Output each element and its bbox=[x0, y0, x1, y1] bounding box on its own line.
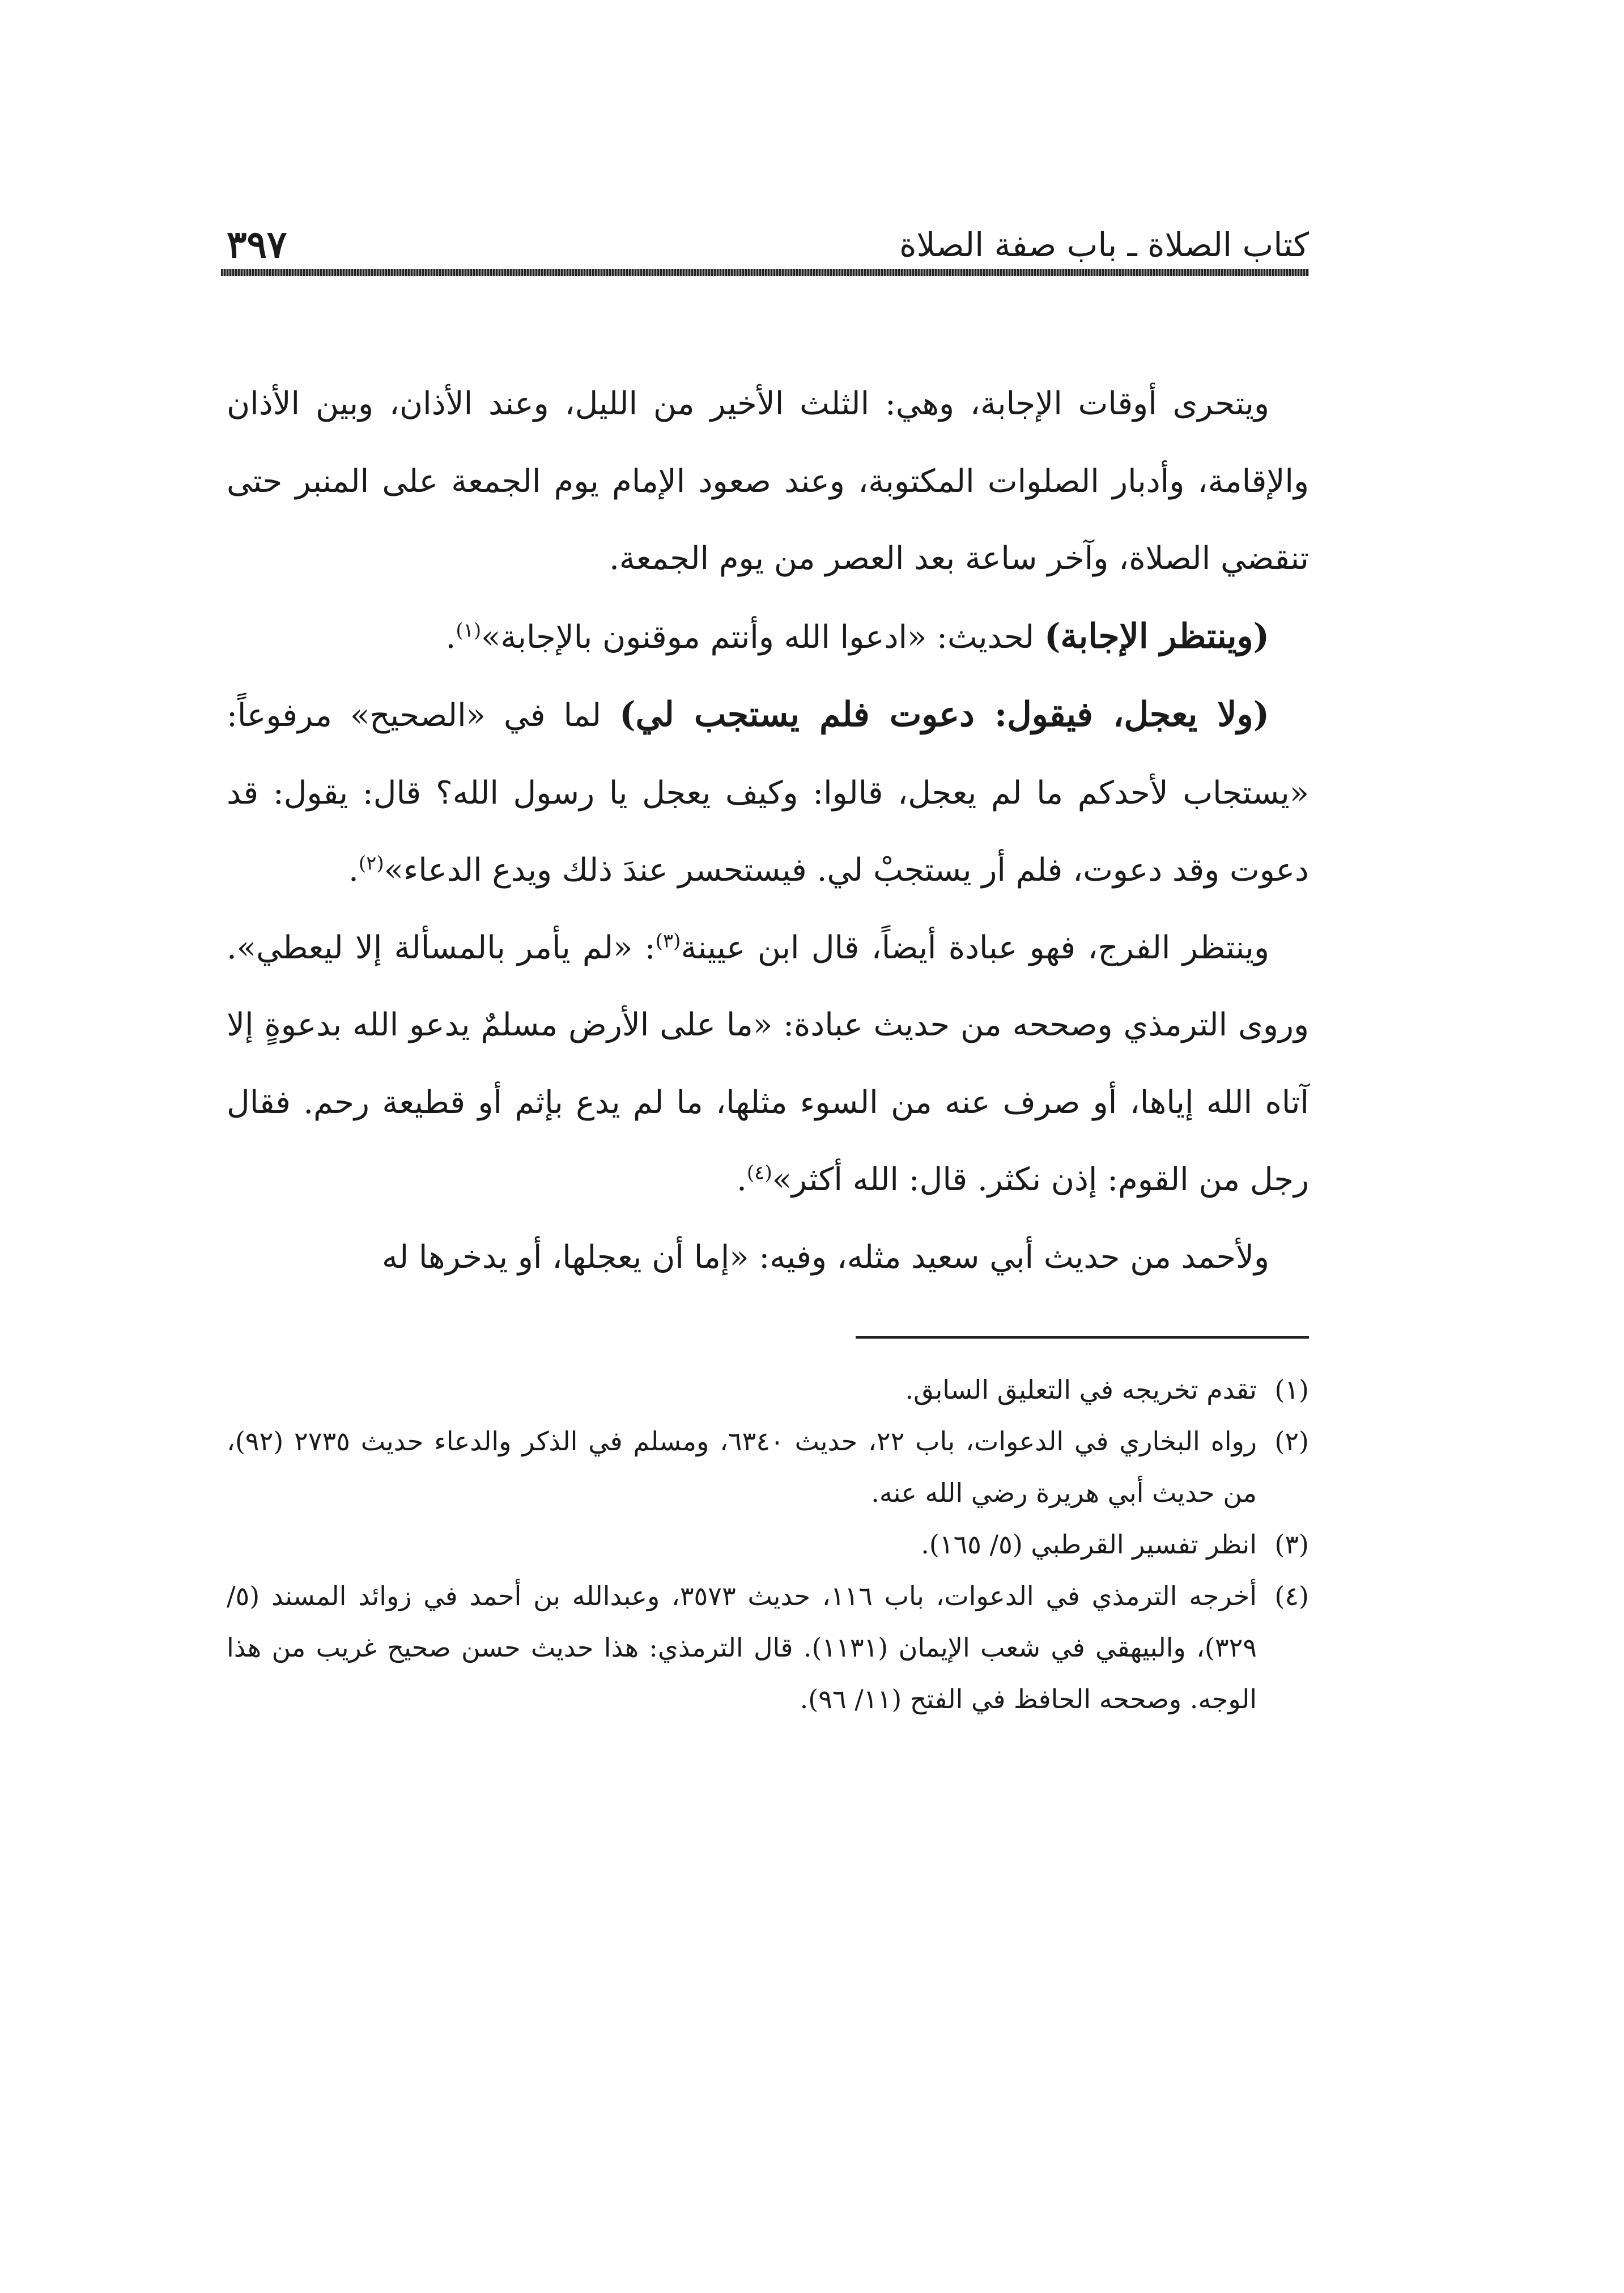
footnote-number: (٣) bbox=[1274, 1529, 1309, 1560]
footnote-text: أخرجه الترمذي في الدعوات، باب ١١٦، حديث ٣٥٧٣، وعبدالله بن أحمد في زوائد المسند (٥/ ٣٢٩)، والبيهقي في شعب الإيمان (١١٣١). قال الترمذي: هذا حديث حسن صحيح غريب من هذا الوجه. وصححه الحافظ في الفتح (١١/ ٩٦). bbox=[227, 1581, 1257, 1714]
footnote-ref[interactable]: (٣) bbox=[655, 929, 681, 952]
footnote-number: (١) bbox=[1274, 1374, 1309, 1405]
footnote bbox=[227, 1570, 1309, 1725]
footnotes bbox=[227, 1364, 1309, 1725]
paragraph bbox=[227, 366, 1309, 598]
footnote-number: (٢) bbox=[1274, 1426, 1309, 1457]
paragraph-text: لحديث: «ادعوا الله وأنتم موقنون بالإجابة» bbox=[481, 618, 1044, 656]
footnote-number: (٤) bbox=[1274, 1581, 1309, 1611]
paragraph-text: لما في «الصحيح» مرفوعاً: «يستجاب لأحدكم ما لم يعجل، قالوا: وكيف يعجل يا رسول الله؟ قال: يقول: قد دعوت وقد دعوت، فلم أر يستجبْ لي. فيستحسر عندَ ذلك ويدع الدعاء» bbox=[227, 697, 1309, 889]
paragraph bbox=[227, 910, 1309, 1219]
paragraph bbox=[227, 676, 1309, 910]
paragraph-text: : «لم يأمر بالمسألة إلا ليعطي». وروى الترمذي وصححه من حديث عبادة: «ما على الأرض مسلمٌ يدعو الله بدعوةٍ إلا آتاه الله إياها، أو صرف عنه من السوء مثلها، ما لم يدع بإثم أو قطيعة رحم. فقال رجل من القوم: إذن نكثر. قال: الله أكثر» bbox=[227, 929, 1309, 1198]
matn-quote: (وينتظر الإجابة) bbox=[1044, 616, 1269, 656]
punctuation: . bbox=[445, 618, 456, 656]
main-text bbox=[227, 366, 1309, 1296]
punctuation: . bbox=[348, 852, 359, 889]
footnote-separator bbox=[856, 1336, 1309, 1339]
paragraph-text: ولأحمد من حديث أبي سعيد مثله، وفيه: «إما أن يعجلها، أو يدخرها له bbox=[382, 1238, 1269, 1276]
footnote-text: تقدم تخريجه في التعليق السابق. bbox=[905, 1374, 1257, 1405]
chapter-title: كتاب الصلاة ـ باب صفة الصلاة bbox=[899, 226, 1309, 264]
page-number: ٣٩٧ bbox=[227, 222, 287, 266]
paragraph-text: وينتظر الفرج، فهو عبادة أيضاً، قال ابن عيينة bbox=[681, 929, 1269, 966]
footnote-text: رواه البخاري في الدعوات، باب ٢٢، حديث ٦٣٤٠، ومسلم في الذكر والدعاء حديث ٢٧٣٥ (٩٢)، من حديث أبي هريرة رضي الله عنه. bbox=[227, 1426, 1257, 1508]
footnote-ref[interactable]: (١) bbox=[456, 618, 482, 642]
footnote bbox=[227, 1364, 1309, 1416]
book-page bbox=[227, 215, 1309, 1725]
paragraph bbox=[227, 598, 1309, 677]
punctuation: . bbox=[737, 1161, 747, 1198]
footnote-ref[interactable]: (٢) bbox=[358, 852, 384, 875]
footnote-ref[interactable]: (٤) bbox=[746, 1161, 772, 1184]
footnote-text: انظر تفسير القرطبي (٥/ ١٦٥). bbox=[921, 1529, 1257, 1560]
matn-quote: (ولا يعجل، فيقول: دعوت فلم يستجب لي) bbox=[619, 695, 1269, 734]
running-header bbox=[227, 215, 1309, 278]
paragraph-text: ويتحرى أوقات الإجابة، وهي: الثلث الأخير من الليل، وعند الأذان، وبين الأذان والإقامة، وأدبار الصلوات المكتوبة، وعند صعود الإمام يوم الجمعة على المنبر حتى تنقضي الصلاة، وآخر ساعة بعد العصر من يوم الجمعة. bbox=[227, 385, 1309, 577]
paragraph bbox=[227, 1219, 1309, 1297]
footnote bbox=[227, 1519, 1309, 1570]
header-rule bbox=[221, 269, 1309, 276]
footnote bbox=[227, 1416, 1309, 1519]
